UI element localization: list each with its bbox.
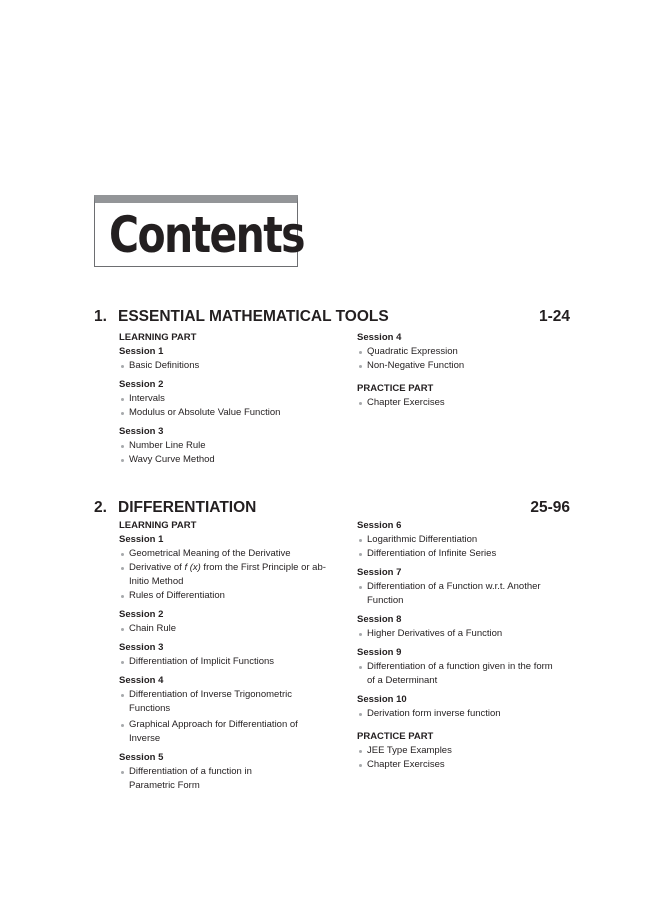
chapter-number: 2. xyxy=(94,499,107,516)
topic-item: Chapter Exercises xyxy=(357,758,577,772)
topic-item: Geometrical Meaning of the Derivative xyxy=(119,547,339,561)
chapter-pages: 1-24 xyxy=(538,308,570,325)
contents-title-box xyxy=(94,195,304,267)
chapter-2-right-column xyxy=(357,519,577,772)
chapter-1-heading xyxy=(94,306,570,328)
session-label: Session 4 xyxy=(357,332,402,343)
learning-part-label: LEARNING PART xyxy=(119,520,197,531)
topic-item: Graphical Approach for Differentiation of xyxy=(119,718,339,732)
topic-item: Differentiation of Inverse Trigonometric xyxy=(119,688,339,702)
topic-item-continuation: Inverse xyxy=(129,733,161,744)
topic-item: Intervals xyxy=(119,392,339,406)
chapter-1-right-column xyxy=(357,331,577,410)
topic-item: Modulus or Absolute Value Function xyxy=(119,406,339,420)
learning-part-label: LEARNING PART xyxy=(119,332,197,343)
topic-item-continuation: of a Determinant xyxy=(367,675,438,686)
topic-item: Differentiation of a function in xyxy=(119,765,339,779)
topic-item: Non-Negative Function xyxy=(357,359,577,373)
session-label: Session 9 xyxy=(357,647,402,658)
session-label: Session 10 xyxy=(357,694,407,705)
chapter-title: DIFFERENTIATION xyxy=(118,499,257,516)
session-label: Session 1 xyxy=(119,534,164,545)
topic-item-continuation: Function xyxy=(367,595,404,606)
session-label: Session 7 xyxy=(357,567,402,578)
chapter-pages: 25-96 xyxy=(530,499,570,516)
session-label: Session 3 xyxy=(119,642,164,653)
topic-item: Wavy Curve Method xyxy=(119,453,339,467)
topic-item: Chapter Exercises xyxy=(357,396,577,410)
chapter-1-left-column xyxy=(119,331,339,467)
topic-item: Chain Rule xyxy=(119,622,339,636)
chapter-number: 1. xyxy=(94,308,107,325)
topic-item: Logarithmic Differentiation xyxy=(357,533,577,547)
topic-item: Number Line Rule xyxy=(119,439,339,453)
topic-item: Differentiation of Infinite Series xyxy=(357,547,577,561)
topic-item-continuation: Functions xyxy=(129,703,171,714)
topic-item: Derivation form inverse function xyxy=(357,707,577,721)
session-label: Session 8 xyxy=(357,614,402,625)
session-label: Session 2 xyxy=(119,609,164,620)
topic-item: Derivative of f (x) from the First Principle or ab- xyxy=(119,561,339,575)
topic-item: Quadratic Expression xyxy=(357,345,577,359)
session-label: Session 5 xyxy=(119,752,164,763)
topic-item-continuation: Initio Method xyxy=(129,576,184,587)
practice-part-label: PRACTICE PART xyxy=(357,383,434,394)
session-label: Session 3 xyxy=(119,426,164,437)
practice-part-label: PRACTICE PART xyxy=(357,731,434,742)
topic-item: Differentiation of Implicit Functions xyxy=(119,655,339,669)
topic-item-continuation: Parametric Form xyxy=(129,780,200,791)
chapter-2-heading xyxy=(94,497,570,519)
chapter-2-left-column xyxy=(119,519,339,793)
chapter-title: ESSENTIAL MATHEMATICAL TOOLS xyxy=(118,308,389,325)
topic-item: Differentiation of a Function w.r.t. Another xyxy=(357,580,577,594)
session-label: Session 4 xyxy=(119,675,164,686)
session-label: Session 6 xyxy=(357,520,402,531)
topic-item: Differentiation of a function given in the form xyxy=(357,660,577,674)
topic-item: Higher Derivatives of a Function xyxy=(357,627,577,641)
session-label: Session 2 xyxy=(119,379,164,390)
topic-item: Rules of Differentiation xyxy=(119,589,339,603)
topic-item: Basic Definitions xyxy=(119,359,339,373)
session-label: Session 1 xyxy=(119,346,164,357)
page-title: Contents xyxy=(109,206,304,264)
topic-item: JEE Type Examples xyxy=(357,744,577,758)
